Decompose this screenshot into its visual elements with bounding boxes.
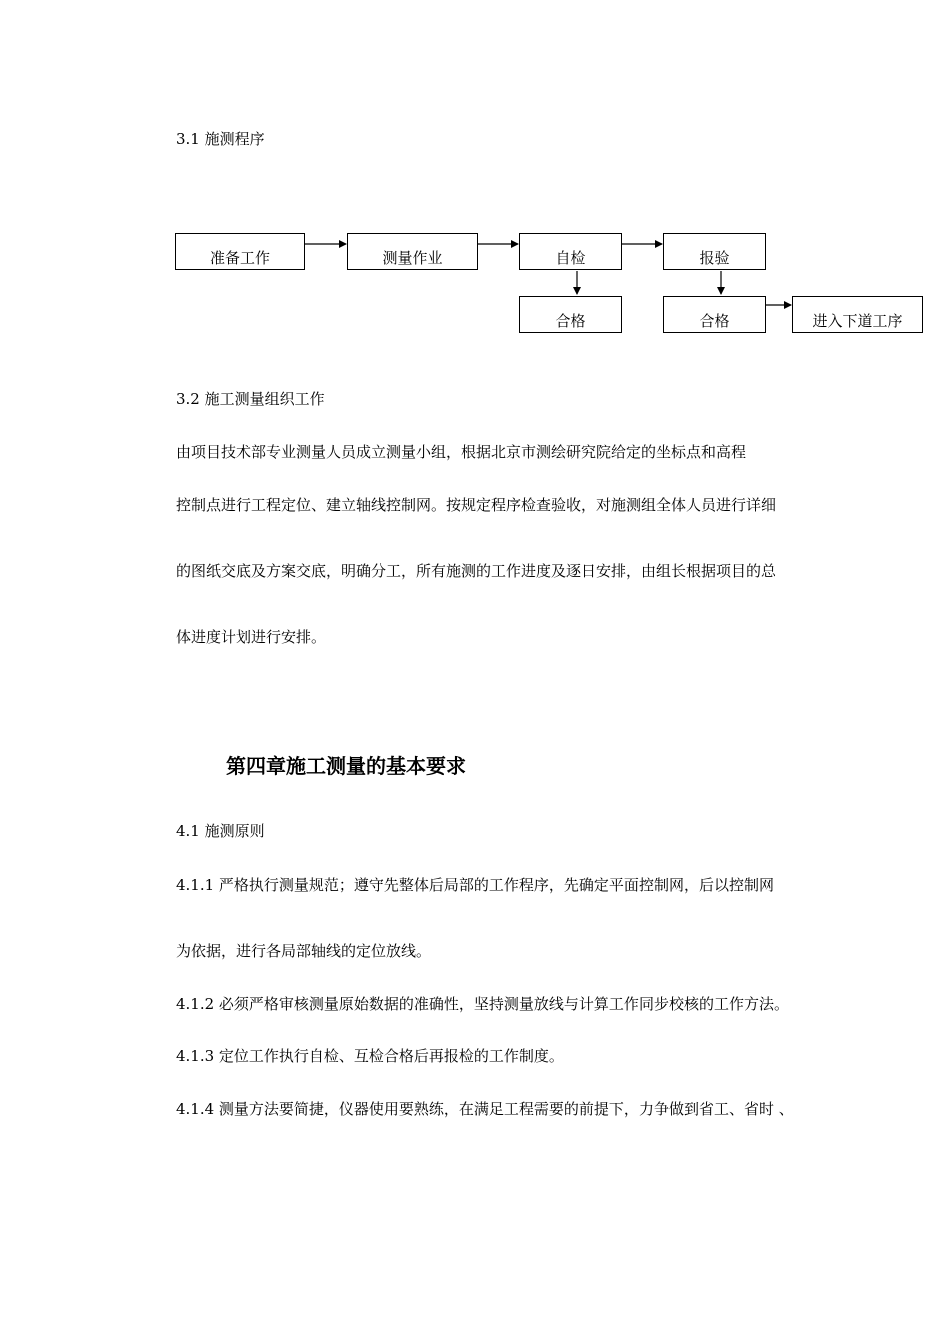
paragraph-line: 的图纸交底及方案交底，明确分工，所有施测的工作进度及逐日安排，由组长根据项目的总	[176, 562, 777, 580]
item-4-1-1-line-1: 4.1.1 严格执行测量规范；遵守先整体后局部的工作程序，先确定平面控制网，后以控制网	[176, 876, 774, 894]
item-4-1-2: 4.1.2 必须严格审核测量原始数据的准确性，坚持测量放线与计算工作同步校核的工作方法。	[176, 995, 789, 1013]
flow-box-next-process: 进入下道工序	[792, 296, 923, 333]
paragraph-line: 由项目技术部专业测量人员成立测量小组，根据北京市测绘研究院给定的坐标点和高程	[176, 443, 747, 461]
item-4-1-1-line-2: 为依据，进行各局部轴线的定位放线。	[176, 942, 432, 960]
section-3-1-title: 3.1 施测程序	[176, 130, 265, 148]
flow-box-measure: 测量作业	[347, 233, 478, 270]
section-4-1-title: 4.1 施测原则	[176, 822, 265, 840]
chapter-4-heading: 第四章施工测量的基本要求	[226, 754, 466, 778]
flow-box-self-check: 自检	[519, 233, 622, 270]
item-4-1-4: 4.1.4 测量方法要简捷，仪器使用要熟练，在满足工程需要的前提下，力争做到省工、省时 、	[176, 1100, 794, 1118]
paragraph-line: 体进度计划进行安排。	[176, 628, 327, 646]
flow-box-pass-report: 合格	[663, 296, 766, 333]
flow-box-prepare: 准备工作	[175, 233, 305, 270]
section-3-2-title: 3.2 施工测量组织工作	[176, 390, 325, 408]
paragraph-line: 控制点进行工程定位、建立轴线控制网。按规定程序检查验收，对施测组全体人员进行详细	[176, 496, 777, 514]
item-4-1-3: 4.1.3 定位工作执行自检、互检合格后再报检的工作制度。	[176, 1047, 564, 1065]
flow-box-report-check: 报验	[663, 233, 766, 270]
flow-box-pass-self-check: 合格	[519, 296, 622, 333]
